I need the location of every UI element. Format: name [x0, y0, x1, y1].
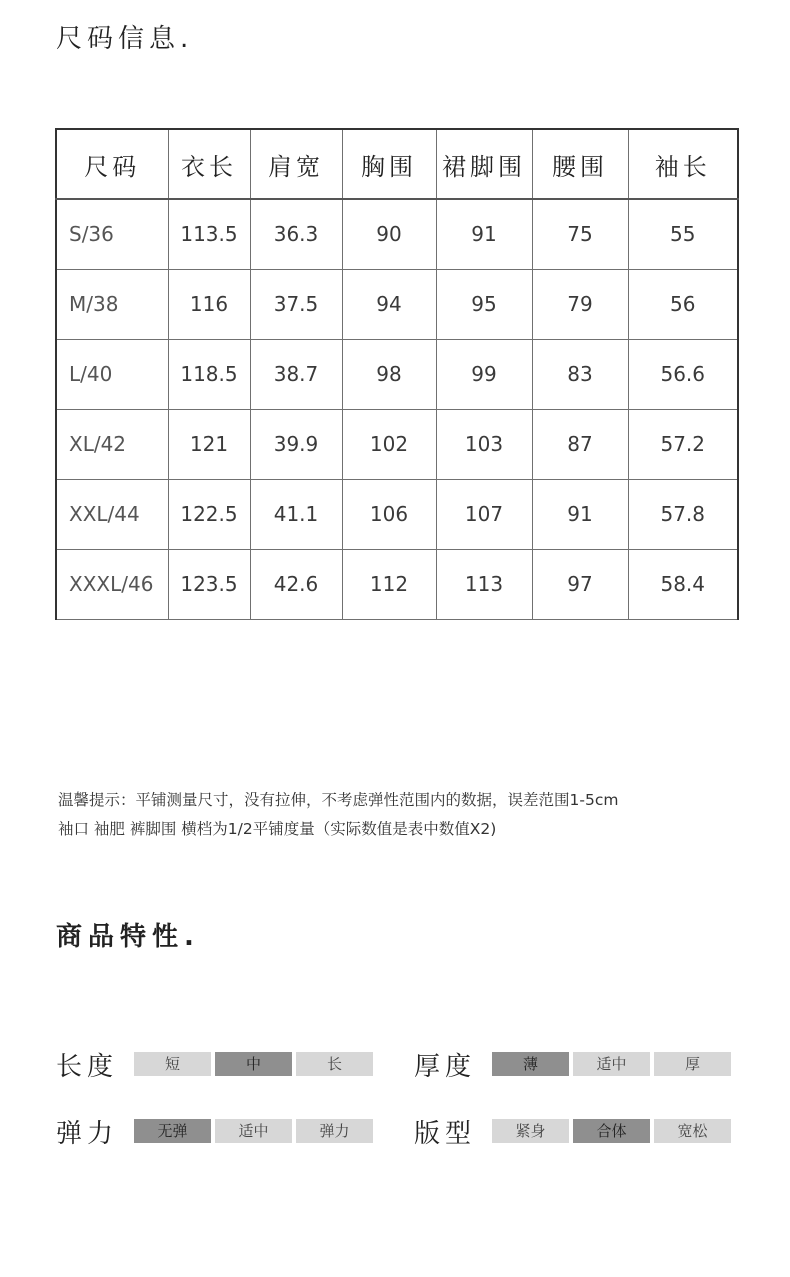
measurement-cell: 94 [342, 269, 436, 339]
measurement-cell: 95 [436, 269, 532, 339]
note-line-1: 温馨提示：平铺测量尺寸，没有拉伸，不考虑弹性范围内的数据，误差范围1-5cm [58, 791, 619, 809]
header-sleeve: 袖长 [628, 129, 738, 199]
feature-length [56, 1049, 377, 1082]
size-label-cell: XL/42 [56, 409, 168, 479]
measurement-cell: 123.5 [168, 549, 250, 619]
measurement-cell: 83 [532, 339, 628, 409]
measurement-cell: 99 [436, 339, 532, 409]
measurement-cell: 113 [436, 549, 532, 619]
size-label-cell: XXL/44 [56, 479, 168, 549]
measurement-cell: 103 [436, 409, 532, 479]
header-hem: 裙脚围 [436, 129, 532, 199]
header-size: 尺码 [56, 129, 168, 199]
measurement-cell: 57.8 [628, 479, 738, 549]
table-row [56, 269, 738, 339]
table-header-row [56, 129, 738, 199]
measurement-cell: 57.2 [628, 409, 738, 479]
measurement-cell: 56.6 [628, 339, 738, 409]
measurement-cell: 91 [436, 199, 532, 269]
feature-thickness-label: 厚度 [414, 1051, 477, 1082]
size-label-cell: L/40 [56, 339, 168, 409]
size-table [55, 128, 739, 620]
header-waist: 腰围 [532, 129, 628, 199]
thickness-option-moderate: 适中 [573, 1052, 650, 1076]
table-row [56, 339, 738, 409]
measurement-cell: 91 [532, 479, 628, 549]
table-row [56, 479, 738, 549]
size-table-body [56, 199, 738, 619]
table-row [56, 409, 738, 479]
measurement-cell: 75 [532, 199, 628, 269]
header-length: 衣长 [168, 129, 250, 199]
note-line-2: 袖口 袖肥 裤脚围 横档为1/2平铺度量（实际数值是表中数值X2) [58, 820, 497, 838]
table-row [56, 199, 738, 269]
measurement-cell: 98 [342, 339, 436, 409]
measurement-cell: 102 [342, 409, 436, 479]
measurement-cell: 37.5 [250, 269, 342, 339]
feature-fit [414, 1116, 735, 1149]
measurement-cell: 122.5 [168, 479, 250, 549]
measurement-cell: 116 [168, 269, 250, 339]
thickness-option-thin: 薄 [492, 1052, 569, 1076]
measurement-cell: 118.5 [168, 339, 250, 409]
elasticity-option-moderate: 适中 [215, 1119, 292, 1143]
features-title: 商品特性. [56, 922, 200, 952]
header-shoulder: 肩宽 [250, 129, 342, 199]
length-option-long: 长 [296, 1052, 373, 1076]
size-label-cell: M/38 [56, 269, 168, 339]
length-option-short: 短 [134, 1052, 211, 1076]
measurement-cell: 39.9 [250, 409, 342, 479]
feature-length-label: 长度 [56, 1051, 119, 1082]
fit-option-slim: 紧身 [492, 1119, 569, 1143]
fit-option-regular: 合体 [573, 1119, 650, 1143]
measurement-cell: 113.5 [168, 199, 250, 269]
measurement-cell: 79 [532, 269, 628, 339]
size-info-title: 尺码信息. [56, 24, 194, 54]
length-option-medium: 中 [215, 1052, 292, 1076]
thickness-option-thick: 厚 [654, 1052, 731, 1076]
measurement-cell: 38.7 [250, 339, 342, 409]
measurement-cell: 97 [532, 549, 628, 619]
measurement-cell: 36.3 [250, 199, 342, 269]
table-row [56, 549, 738, 619]
elasticity-option-none: 无弹 [134, 1119, 211, 1143]
elasticity-option-stretch: 弹力 [296, 1119, 373, 1143]
feature-fit-label: 版型 [414, 1118, 477, 1149]
measurement-cell: 106 [342, 479, 436, 549]
measurement-cell: 121 [168, 409, 250, 479]
measurement-cell: 90 [342, 199, 436, 269]
measurement-cell: 55 [628, 199, 738, 269]
measurement-cell: 42.6 [250, 549, 342, 619]
size-notes [58, 786, 618, 844]
feature-thickness [414, 1049, 735, 1082]
fit-option-loose: 宽松 [654, 1119, 731, 1143]
header-chest: 胸围 [342, 129, 436, 199]
feature-elasticity-label: 弹力 [56, 1118, 119, 1149]
size-label-cell: XXXL/46 [56, 549, 168, 619]
size-label-cell: S/36 [56, 199, 168, 269]
measurement-cell: 41.1 [250, 479, 342, 549]
measurement-cell: 56 [628, 269, 738, 339]
measurement-cell: 87 [532, 409, 628, 479]
measurement-cell: 58.4 [628, 549, 738, 619]
measurement-cell: 112 [342, 549, 436, 619]
measurement-cell: 107 [436, 479, 532, 549]
feature-elasticity [56, 1116, 377, 1149]
